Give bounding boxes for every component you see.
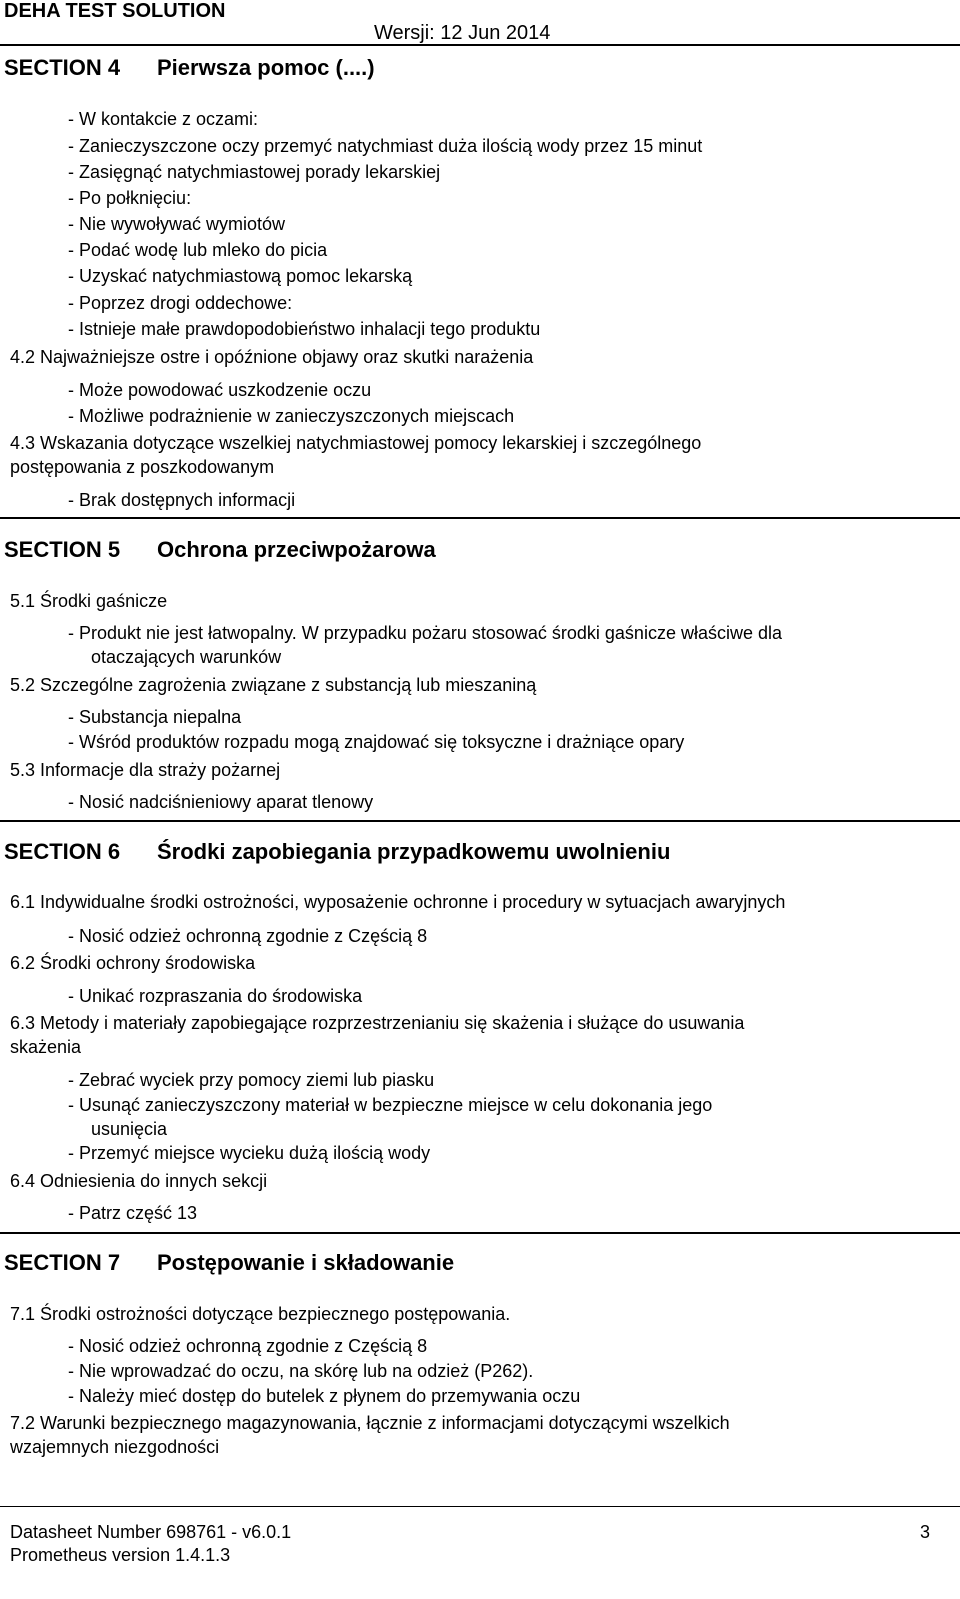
- subsection-7-2-title-cont: wzajemnych niezgodności: [10, 1437, 220, 1457]
- section-divider: [0, 820, 960, 822]
- list-item: - Istnieje małe prawdopodobieństwo inhalacji tego produktu: [68, 319, 541, 339]
- list-item: - Unikać rozpraszania do środowiska: [68, 986, 363, 1006]
- subsection-6-2-title: 6.2 Środki ochrony środowiska: [10, 953, 256, 973]
- subsection-4-3-title-cont: postępowania z poszkodowanym: [10, 457, 275, 477]
- section-6-title: Środki zapobiegania przypadkowemu uwolnieniu: [157, 839, 671, 864]
- datasheet-number: Datasheet Number 698761 - v6.0.1: [10, 1522, 292, 1542]
- list-item: - W kontakcie z oczami:: [68, 109, 259, 129]
- list-item: - Podać wodę lub mleko do picia: [68, 240, 328, 260]
- section-4-number: SECTION 4: [4, 55, 121, 80]
- section-6-number: SECTION 6: [4, 839, 121, 864]
- section-7-title: Postępowanie i składowanie: [157, 1250, 455, 1275]
- subsection-6-3-title: 6.3 Metody i materiały zapobiegające rozprzestrzenianiu się skażenia i służące do usuwania: [10, 1013, 745, 1033]
- company-name: DEHA TEST SOLUTION: [4, 0, 226, 22]
- list-item-cont: usunięcia: [91, 1119, 168, 1139]
- subsection-5-3-title: 5.3 Informacje dla straży pożarnej: [10, 760, 281, 780]
- section-5-title: Ochrona przeciwpożarowa: [157, 537, 436, 562]
- list-item-cont: otaczających warunków: [91, 647, 282, 667]
- footer-divider: [0, 1506, 960, 1507]
- list-item: - Patrz część 13: [68, 1203, 198, 1223]
- list-item: - Usunąć zanieczyszczony materiał w bezpieczne miejsce w celu dokonania jego: [68, 1095, 713, 1115]
- subsection-5-2-title: 5.2 Szczególne zagrożenia związane z substancją lub mieszaniną: [10, 675, 537, 695]
- list-item: - Wśród produktów rozpadu mogą znajdować się toksyczne i drażniące opary: [68, 732, 685, 752]
- list-item: - Substancja niepalna: [68, 707, 242, 727]
- header-divider: [0, 44, 960, 46]
- subsection-4-2-title: 4.2 Najważniejsze ostre i opóźnione objawy oraz skutki narażenia: [10, 347, 534, 367]
- prometheus-version: Prometheus version 1.4.1.3: [10, 1545, 231, 1565]
- subsection-6-1-title: 6.1 Indywidualne środki ostrożności, wyposażenie ochronne i procedury w sytuacjach awaryjnych: [10, 892, 786, 912]
- subsection-7-1-title: 7.1 Środki ostrożności dotyczące bezpiecznego postępowania.: [10, 1304, 511, 1324]
- version-date: Wersji: 12 Jun 2014: [374, 22, 551, 44]
- list-item: - Nosić nadciśnieniowy aparat tlenowy: [68, 792, 374, 812]
- section-7-number: SECTION 7: [4, 1250, 121, 1275]
- list-item: - Nie wprowadzać do oczu, na skórę lub na odzież (P262).: [68, 1361, 534, 1381]
- list-item: - Poprzez drogi oddechowe:: [68, 293, 293, 313]
- section-divider: [0, 517, 960, 519]
- list-item: - Po połknięciu:: [68, 188, 192, 208]
- list-item: - Zanieczyszczone oczy przemyć natychmiast duża ilością wody przez 15 minut: [68, 136, 703, 156]
- subsection-7-2-title: 7.2 Warunki bezpiecznego magazynowania, łącznie z informacjami dotyczącymi wszelkich: [10, 1413, 730, 1433]
- list-item: - Zebrać wyciek przy pomocy ziemi lub piasku: [68, 1070, 435, 1090]
- subsection-5-1-title: 5.1 Środki gaśnicze: [10, 591, 168, 611]
- list-item: - Zasięgnąć natychmiastowej porady lekarskiej: [68, 162, 441, 182]
- list-item: - Nie wywoływać wymiotów: [68, 214, 286, 234]
- list-item: - Brak dostępnych informacji: [68, 490, 296, 510]
- list-item: - Produkt nie jest łatwopalny. W przypadku pożaru stosować środki gaśnicze właściwe dla: [68, 623, 782, 643]
- subsection-6-3-title-cont: skażenia: [10, 1037, 82, 1057]
- section-5-number: SECTION 5: [4, 537, 121, 562]
- list-item: - Może powodować uszkodzenie oczu: [68, 380, 372, 400]
- list-item: - Nosić odzież ochronną zgodnie z Częścią 8: [68, 1336, 428, 1356]
- section-4-title: Pierwsza pomoc (....): [157, 55, 375, 80]
- list-item: - Należy mieć dostęp do butelek z płynem do przemywania oczu: [68, 1386, 581, 1406]
- section-divider: [0, 1232, 960, 1234]
- subsection-6-4-title: 6.4 Odniesienia do innych sekcji: [10, 1171, 268, 1191]
- list-item: - Nosić odzież ochronną zgodnie z Częścią 8: [68, 926, 428, 946]
- list-item: - Uzyskać natychmiastową pomoc lekarską: [68, 266, 413, 286]
- subsection-4-3-title: 4.3 Wskazania dotyczące wszelkiej natychmiastowej pomocy lekarskiej i szczególnego: [10, 433, 702, 453]
- list-item: - Przemyć miejsce wycieku dużą ilością wody: [68, 1143, 431, 1163]
- list-item: - Możliwe podrażnienie w zanieczyszczonych miejscach: [68, 406, 515, 426]
- page-number: 3: [920, 1522, 931, 1542]
